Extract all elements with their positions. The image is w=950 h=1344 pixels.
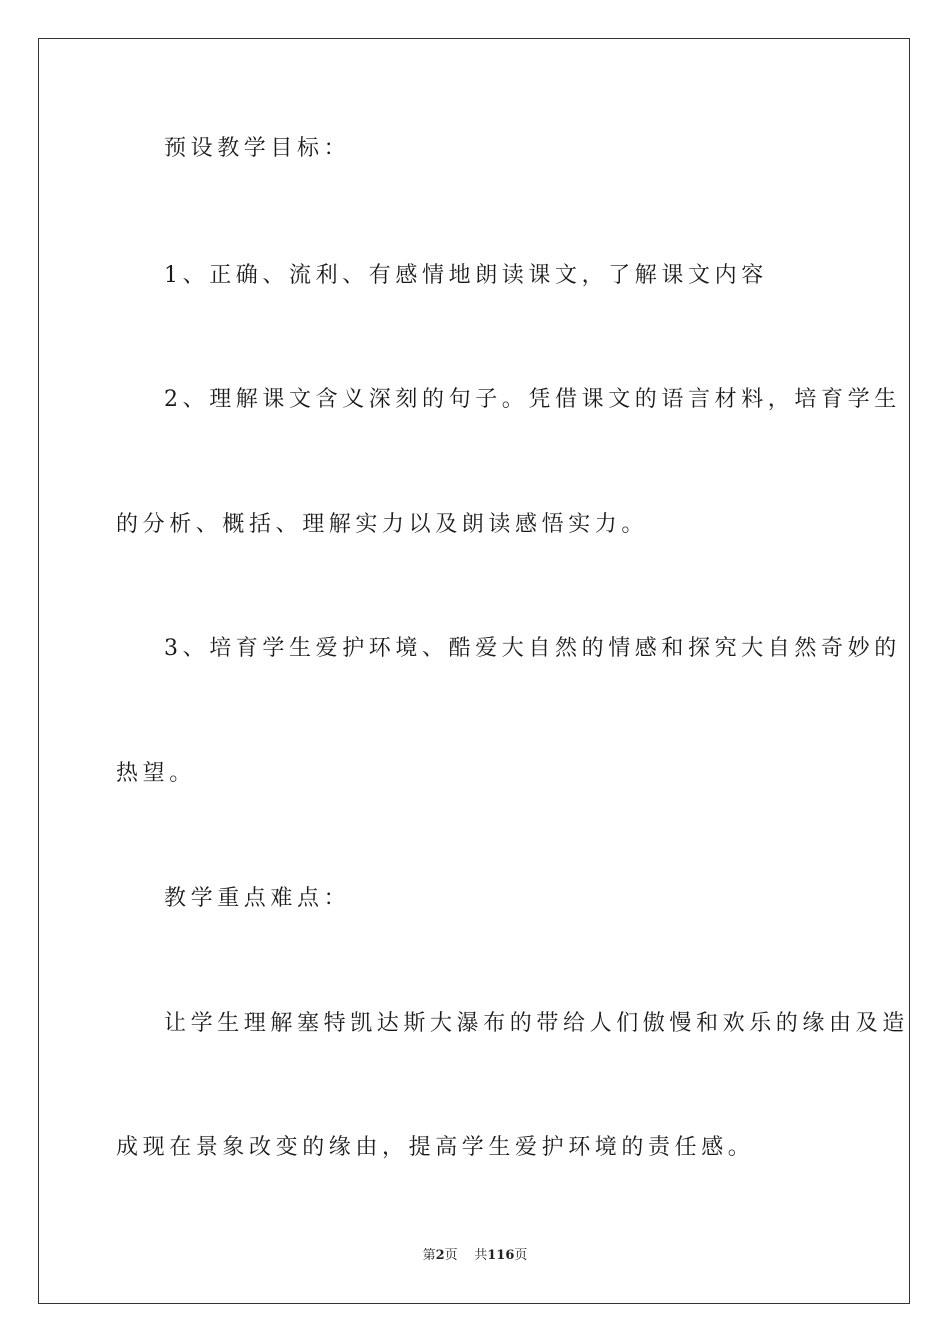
goal-3-text: 3、培育学生爱护环境、酷爱大自然的情感和探究大自然奇妙的 (164, 636, 901, 661)
goal-2-text: 2、理解课文含义深刻的句子。凭借课文的语言材料，培育学生 (164, 387, 901, 412)
key-points-continuation: 成现在景象改变的缘由，提高学生爱护环境的责任感。 (116, 1135, 755, 1160)
footer-page-number: 2 (435, 1248, 445, 1263)
goal-3-continuation: 热望。 (116, 761, 196, 786)
footer-page-prefix: 第 (422, 1248, 436, 1263)
page-border (38, 38, 910, 1304)
heading-key-points: 教学重点难点： (164, 886, 351, 911)
footer-page-suffix: 页 (444, 1248, 458, 1263)
footer-total-suffix: 页 (514, 1248, 528, 1263)
footer-total-pages: 116 (487, 1248, 515, 1263)
footer-total-prefix: 共 (474, 1248, 488, 1263)
key-points-text: 让学生理解塞特凯达斯大瀑布的带给人们傲慢和欢乐的缘由及造 (164, 1011, 909, 1036)
heading-teaching-goals: 预设教学目标： (164, 136, 351, 161)
page-footer (0, 1247, 950, 1265)
goal-2-continuation: 的分析、概括、理解实力以及朗读感悟实力。 (116, 512, 649, 537)
goal-1-text: 1、正确、流利、有感情地朗读课文，了解课文内容 (164, 263, 768, 288)
